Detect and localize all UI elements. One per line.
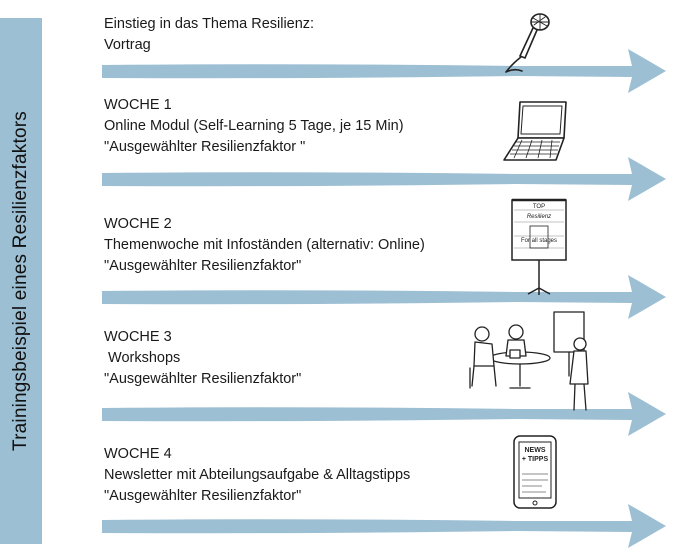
stage-week2-text	[104, 214, 425, 277]
stage-week1-title: WOCHE 1	[104, 97, 172, 113]
stage-week3-title: WOCHE 3	[104, 329, 172, 345]
flipchart-text-2: Resilienz	[526, 214, 552, 220]
timeline-arrow-5	[96, 502, 668, 550]
stage-week4-title: WOCHE 4	[104, 446, 172, 462]
flipchart-text-3: For all stages	[520, 238, 557, 244]
tablet-text-2: + TIPPS	[521, 456, 549, 463]
laptop-icon	[500, 98, 570, 164]
side-title: Trainingsbeispiel eines Resilienzfaktors	[10, 111, 31, 451]
stage-week1-line-2: Online Modul (Self-Learning 5 Tage, je 15 Min)	[104, 118, 404, 134]
stage-week4-line-3: "Ausgewählter Resilienzfaktor"	[104, 488, 302, 504]
flipchart-icon	[506, 196, 570, 298]
stage-week2-title: WOCHE 2	[104, 216, 172, 232]
stage-week1-text	[104, 95, 404, 158]
tablet-newsletter-icon	[512, 434, 558, 512]
timeline-arrow-1	[96, 47, 668, 95]
stage-week3-text	[104, 327, 301, 390]
tablet-text-1: NEWS	[524, 447, 546, 454]
flipchart-text-1: TOP	[532, 204, 546, 210]
stage-intro-line-1: Einstieg in das Thema Resilienz:	[104, 16, 315, 32]
timeline-arrow-2	[96, 155, 668, 203]
stage-intro-line-2: Vortrag	[104, 37, 151, 53]
stage-week3-line-2: Workshops	[104, 350, 181, 366]
microphone-icon	[498, 8, 558, 76]
stage-week2-line-2: Themenwoche mit Infoständen (alternativ: Online)	[104, 237, 425, 253]
stage-week4-text	[104, 444, 410, 507]
stage-week1-line-3: "Ausgewählter Resilienzfaktor "	[104, 139, 306, 155]
stage-week2-line-3: "Ausgewählter Resilienzfaktor"	[104, 258, 302, 274]
stage-week3-line-3: "Ausgewählter Resilienzfaktor"	[104, 371, 302, 387]
stage-week4-line-2: Newsletter mit Abteilungsaufgabe & Alltagstipps	[104, 467, 411, 483]
workshop-people-icon	[466, 306, 606, 416]
